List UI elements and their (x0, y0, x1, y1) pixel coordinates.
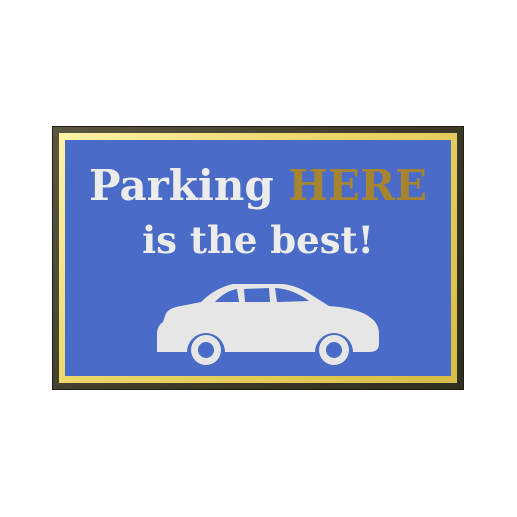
middle-window (244, 288, 270, 302)
car-silhouette-icon (153, 282, 383, 367)
headline-word-here: HERE (288, 161, 427, 210)
headline-word-parking: Parking (88, 161, 274, 210)
sign-subline: is the best! (142, 218, 374, 262)
sign-frame (52, 126, 464, 390)
front-hub (326, 342, 342, 358)
sign-headline (65, 162, 451, 210)
sign-panel (65, 140, 451, 376)
rear-hub (198, 342, 214, 358)
